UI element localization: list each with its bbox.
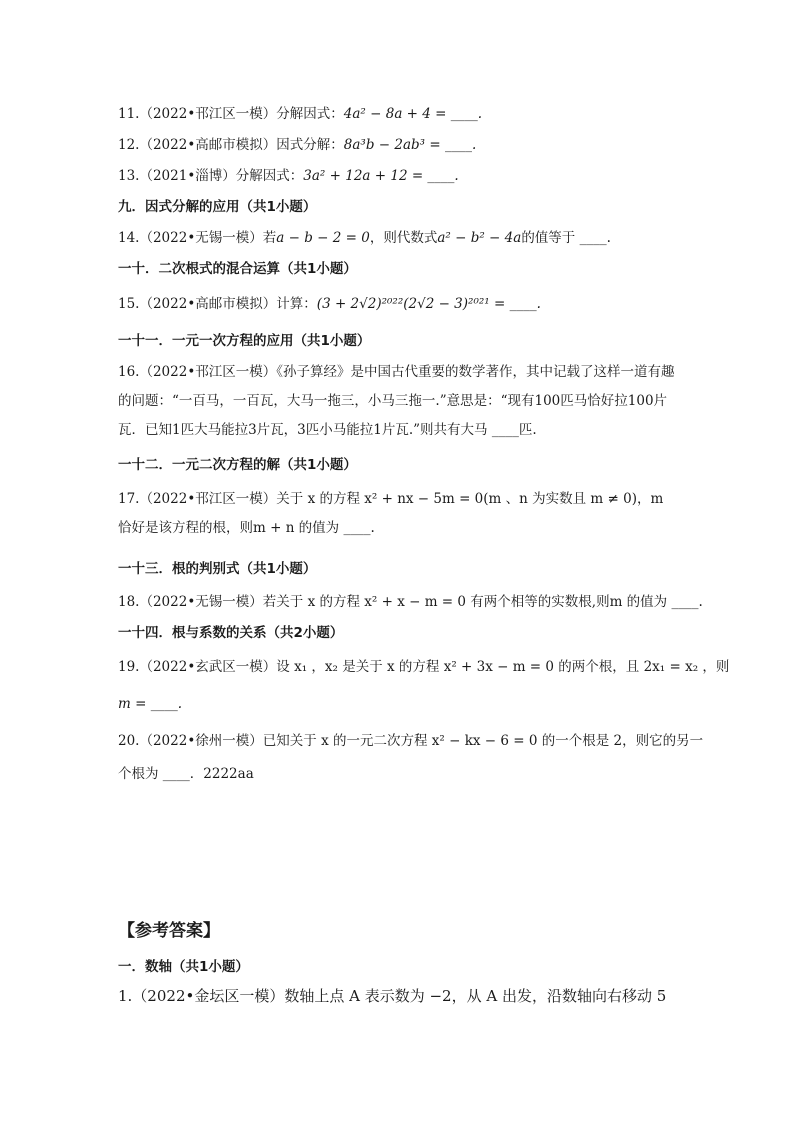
question-12: 12.（2022•高邮市模拟）因式分解：8a³b − 2ab³ = ____. (118, 137, 477, 153)
section-14-heading: 一十四．根与系数的关系（共2小题） (118, 625, 344, 641)
section-9-heading: 九．因式分解的应用（共1小题） (118, 199, 317, 215)
section-11-heading: 一十一．一元一次方程的应用（共1小题） (118, 333, 371, 349)
section-10-heading: 一十．二次根式的混合运算（共1小题） (118, 261, 357, 277)
question-20-line-2: 个根为 ____．2222aa (118, 766, 254, 782)
question-20-line-1: 20.（2022•徐州一模）已知关于 x 的一元二次方程 x² − kx − 6 = 0 的一个根是 2，则它的另一 (118, 733, 704, 749)
question-17: 17.（2022•邗江区一模）关于 x 的方程 x² + nx − 5m = 0(m 、n 为实数且 m ≠ 0)，m 恰好是该方程的根，则m + n 的值为 ____. (118, 491, 664, 536)
answers-section-1-heading: 一．数轴（共1小题） (118, 959, 249, 975)
answer-question-1-line-1: 1.（2022•金坛区一模）数轴上点 A 表示数为 −2，从 A 出发，沿数轴向右移动 5 (118, 987, 667, 1005)
question-14: 14.（2022•无锡一模）若a − b − 2 = 0，则代数式a² − b² − 4a的值等于 ____. (118, 230, 611, 246)
question-18: 18.（2022•无锡一模）若关于 x 的方程 x² + x − m = 0 有两个相等的实数根,则m 的值为 ____. (118, 594, 703, 610)
answers-title: 【参考答案】 (118, 921, 220, 941)
question-11: 11.（2022•邗江区一模）分解因式：4a² − 8a + 4 = ____. (118, 106, 483, 122)
question-19-line-1: 19.（2022•玄武区一模）设 x₁ ，x₂ 是关于 x 的方程 x² + 3x − m = 0 的两个根，且 2x₁ = x₂ ，则 (118, 659, 730, 675)
section-12-heading: 一十二．一元二次方程的解（共1小题） (118, 457, 357, 473)
question-19-line-2: m = ____. (118, 696, 182, 712)
question-16: 16.（2022•邗江区一模）《孙子算经》是中国古代重要的数学著作，其中记载了这样一道有趣的问题：“一百马，一百瓦，大马一拖三，小马三拖一.”意思是：“现有100匹马恰好拉100片瓦．已知1匹大马能拉3片瓦，3匹小马能拉1片瓦.”则共有大马 ____匹. (118, 364, 675, 438)
question-15: 15.（2022•高邮市模拟）计算：(3 + 2√2)²⁰²²(2√2 − 3)²⁰²¹ = ____. (118, 296, 541, 312)
section-13-heading: 一十三．根的判别式（共1小题） (118, 561, 317, 577)
question-13: 13.（2021•淄博）分解因式：3a² + 12a + 12 = ____. (118, 168, 459, 184)
